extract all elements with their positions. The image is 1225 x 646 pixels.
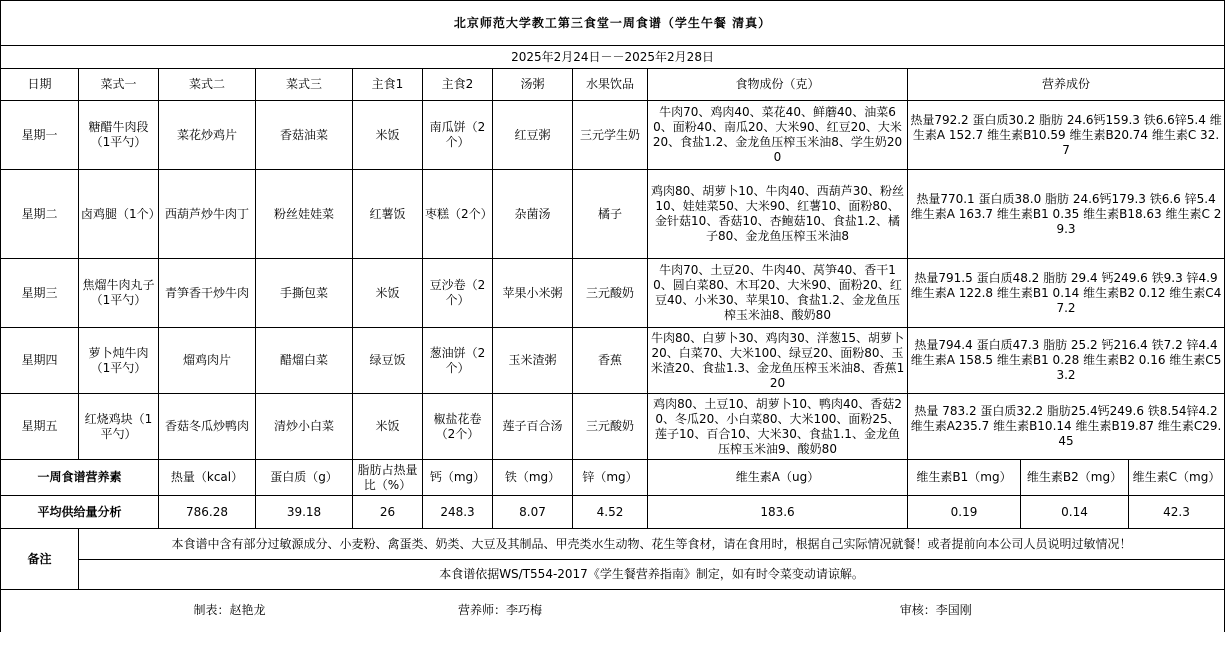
dish1-cell: 萝卜炖牛肉（1平勺） (79, 328, 159, 394)
notes-label: 备注 (1, 529, 79, 590)
staple2-cell: 椒盐花卷（2个） (423, 394, 493, 460)
avg-iron: 8.07 (493, 496, 573, 529)
day-row-monday (1, 101, 1225, 170)
avg-zinc: 4.52 (573, 496, 648, 529)
avg-calcium: 248.3 (423, 496, 493, 529)
notes-row-2 (1, 560, 1225, 590)
header-dish3: 菜式三 (256, 69, 353, 101)
weekly-label: 一周食谱营养素 (1, 460, 159, 496)
avg-vitamin-b1: 0.19 (908, 496, 1021, 529)
ingredients-cell: 鸡肉80、胡萝卜10、牛肉40、西葫芦30、粉丝10、娃娃菜50、大米90、红薯10、面粉80、金针菇10、香菇10、杏鲍菇10、食盐1.2、橘子80、金龙鱼压榨玉米油8 (648, 170, 908, 259)
day-row-wednesday (1, 259, 1225, 328)
avg-fat-ratio: 26 (353, 496, 423, 529)
header-ingredients: 食物成份（克） (648, 69, 908, 101)
header-soup: 汤粥 (493, 69, 573, 101)
soup-cell: 苹果小米粥 (493, 259, 573, 328)
header-fruit: 水果饮品 (573, 69, 648, 101)
day-row-tuesday (1, 170, 1225, 259)
dish2-cell: 菜花炒鸡片 (159, 101, 256, 170)
notes-standard: 本食谱依据WS/T554-2017《学生餐营养指南》制定，如有时令菜变动请谅解。 (79, 560, 1225, 590)
staple1-cell: 米饭 (353, 101, 423, 170)
staple2-cell: 南瓜饼（2个） (423, 101, 493, 170)
staple1-cell: 米饭 (353, 259, 423, 328)
header-staple1: 主食1 (353, 69, 423, 101)
dish3-cell: 香菇油菜 (256, 101, 353, 170)
header-staple2: 主食2 (423, 69, 493, 101)
weekly-header-vitamin-a: 维生素A（ug） (648, 460, 908, 496)
dish3-cell: 清炒小白菜 (256, 394, 353, 460)
dish2-cell: 熘鸡肉片 (159, 328, 256, 394)
dish2-cell: 西葫芦炒牛肉丁 (159, 170, 256, 259)
nutrition-cell: 热量770.1 蛋白质38.0 脂肪 24.6钙179.3 铁6.6 锌5.4 维生素A 163.7 维生素B1 0.35 维生素B18.63 维生素C 29.3 (908, 170, 1225, 259)
day-row-friday (1, 394, 1225, 460)
soup-cell: 玉米渣粥 (493, 328, 573, 394)
avg-vitamin-c: 42.3 (1129, 496, 1225, 529)
dish1-cell: 焦熘牛肉丸子（1平勺） (79, 259, 159, 328)
header-dish2: 菜式二 (159, 69, 256, 101)
weekly-header-energy: 热量（kcal） (159, 460, 256, 496)
day-label: 星期三 (1, 259, 79, 328)
staple1-cell: 绿豆饭 (353, 328, 423, 394)
avg-vitamin-a: 183.6 (648, 496, 908, 529)
nutrition-cell: 热量791.5 蛋白质48.2 脂肪 29.4 钙249.6 铁9.3 锌4.9 维生素A 122.8 维生素B1 0.14 维生素B2 0.12 维生素C47.2 (908, 259, 1225, 328)
dish1-cell: 红烧鸡块（1平勺） (79, 394, 159, 460)
avg-protein: 39.18 (256, 496, 353, 529)
weekly-header-zinc: 锌（mg） (573, 460, 648, 496)
weekly-header-vitamin-b1: 维生素B1（mg） (908, 460, 1021, 496)
footer-reviewer: 审核：李国刚 (648, 590, 1225, 632)
header-row (1, 69, 1225, 101)
footer-row (1, 590, 1225, 632)
day-label: 星期二 (1, 170, 79, 259)
day-label: 星期四 (1, 328, 79, 394)
ingredients-cell: 鸡肉80、土豆10、胡萝卜10、鸭肉40、香菇20、冬瓜20、小白菜80、大米100、面粉25、莲子10、百合10、大米30、食盐1.1、金龙鱼压榨玉米油9、酸奶80 (648, 394, 908, 460)
fruit-cell: 三元酸奶 (573, 259, 648, 328)
weekly-header-fat: 脂肪占热量比（%） (353, 460, 423, 496)
staple1-cell: 米饭 (353, 394, 423, 460)
avg-energy: 786.28 (159, 496, 256, 529)
fruit-cell: 三元酸奶 (573, 394, 648, 460)
staple2-cell: 葱油饼（2个） (423, 328, 493, 394)
notes-allergen: 本食谱中含有部分过敏源成分、小麦粉、禽蛋类、奶类、大豆及其制品、甲壳类水生动物、花生等食材，请在食用时，根据自己实际情况就餐！或者提前向本公司人员说明过敏情况！ (79, 529, 1225, 560)
day-label: 星期一 (1, 101, 79, 170)
weekly-header-vitamin-c: 维生素C（mg） (1129, 460, 1225, 496)
dish1-cell: 卤鸡腿（1个） (79, 170, 159, 259)
avg-label: 平均供给量分析 (1, 496, 159, 529)
dish1-cell: 糖醋牛肉段（1平勺） (79, 101, 159, 170)
fruit-cell: 橘子 (573, 170, 648, 259)
date-range: 2025年2月24日－－2025年2月28日 (1, 46, 1225, 69)
soup-cell: 杂菌汤 (493, 170, 573, 259)
header-nutrition: 营养成份 (908, 69, 1225, 101)
fruit-cell: 三元学生奶 (573, 101, 648, 170)
weekly-header-calcium: 钙（mg） (423, 460, 493, 496)
dish3-cell: 粉丝娃娃菜 (256, 170, 353, 259)
weekly-header-protein: 蛋白质（g） (256, 460, 353, 496)
ingredients-cell: 牛肉70、土豆20、牛肉40、莴笋40、香干10、圆白菜80、木耳20、大米90、面粉20、红豆40、小米30、苹果10、食盐1.2、金龙鱼压榨玉米油8、酸奶80 (648, 259, 908, 328)
staple2-cell: 豆沙卷（2个） (423, 259, 493, 328)
nutrition-cell: 热量794.4 蛋白质47.3 脂肪 25.2 钙216.4 铁7.2 锌4.4 维生素A 158.5 维生素B1 0.28 维生素B2 0.16 维生素C53.2 (908, 328, 1225, 394)
dish2-cell: 香菇冬瓜炒鸭肉 (159, 394, 256, 460)
header-date: 日期 (1, 69, 79, 101)
nutrition-cell: 热量792.2 蛋白质30.2 脂肪 24.6钙159.3 铁6.6锌5.4 维生素A 152.7 维生素B10.59 维生素B20.74 维生素C 32.7 (908, 101, 1225, 170)
weekly-values-row (1, 496, 1225, 529)
day-label: 星期五 (1, 394, 79, 460)
dish2-cell: 青笋香干炒牛肉 (159, 259, 256, 328)
day-row-thursday (1, 328, 1225, 394)
notes-row-1 (1, 529, 1225, 560)
weekly-header-row (1, 460, 1225, 496)
ingredients-cell: 牛肉70、鸡肉40、菜花40、鲜蘑40、油菜60、面粉40、南瓜20、大米90、红豆20、大米20、食盐1.2、金龙鱼压榨玉米油8、学生奶200 (648, 101, 908, 170)
page-title: 北京师范大学教工第三食堂一周食谱（学生午餐 清真） (1, 1, 1225, 46)
ingredients-cell: 牛肉80、白萝卜30、鸡肉30、洋葱15、胡萝卜20、白菜70、大米100、绿豆20、面粉80、玉米渣20、食盐1.3、金龙鱼压榨玉米油8、香蕉120 (648, 328, 908, 394)
staple1-cell: 红薯饭 (353, 170, 423, 259)
staple2-cell: 枣糕（2个） (423, 170, 493, 259)
weekly-header-vitamin-b2: 维生素B2（mg） (1021, 460, 1129, 496)
fruit-cell: 香蕉 (573, 328, 648, 394)
weekly-header-iron: 铁（mg） (493, 460, 573, 496)
dish3-cell: 手撕包菜 (256, 259, 353, 328)
footer-maker: 制表：赵艳龙 (79, 590, 353, 632)
soup-cell: 红豆粥 (493, 101, 573, 170)
avg-vitamin-b2: 0.14 (1021, 496, 1129, 529)
soup-cell: 莲子百合汤 (493, 394, 573, 460)
nutrition-cell: 热量 783.2 蛋白质32.2 脂肪25.4钙249.6 铁8.54锌4.2 维生素A235.7 维生素B10.14 维生素B19.87 维生素C29.45 (908, 394, 1225, 460)
footer-nutritionist: 营养师：李巧梅 (353, 590, 648, 632)
header-dish1: 菜式一 (79, 69, 159, 101)
dish3-cell: 醋熘白菜 (256, 328, 353, 394)
